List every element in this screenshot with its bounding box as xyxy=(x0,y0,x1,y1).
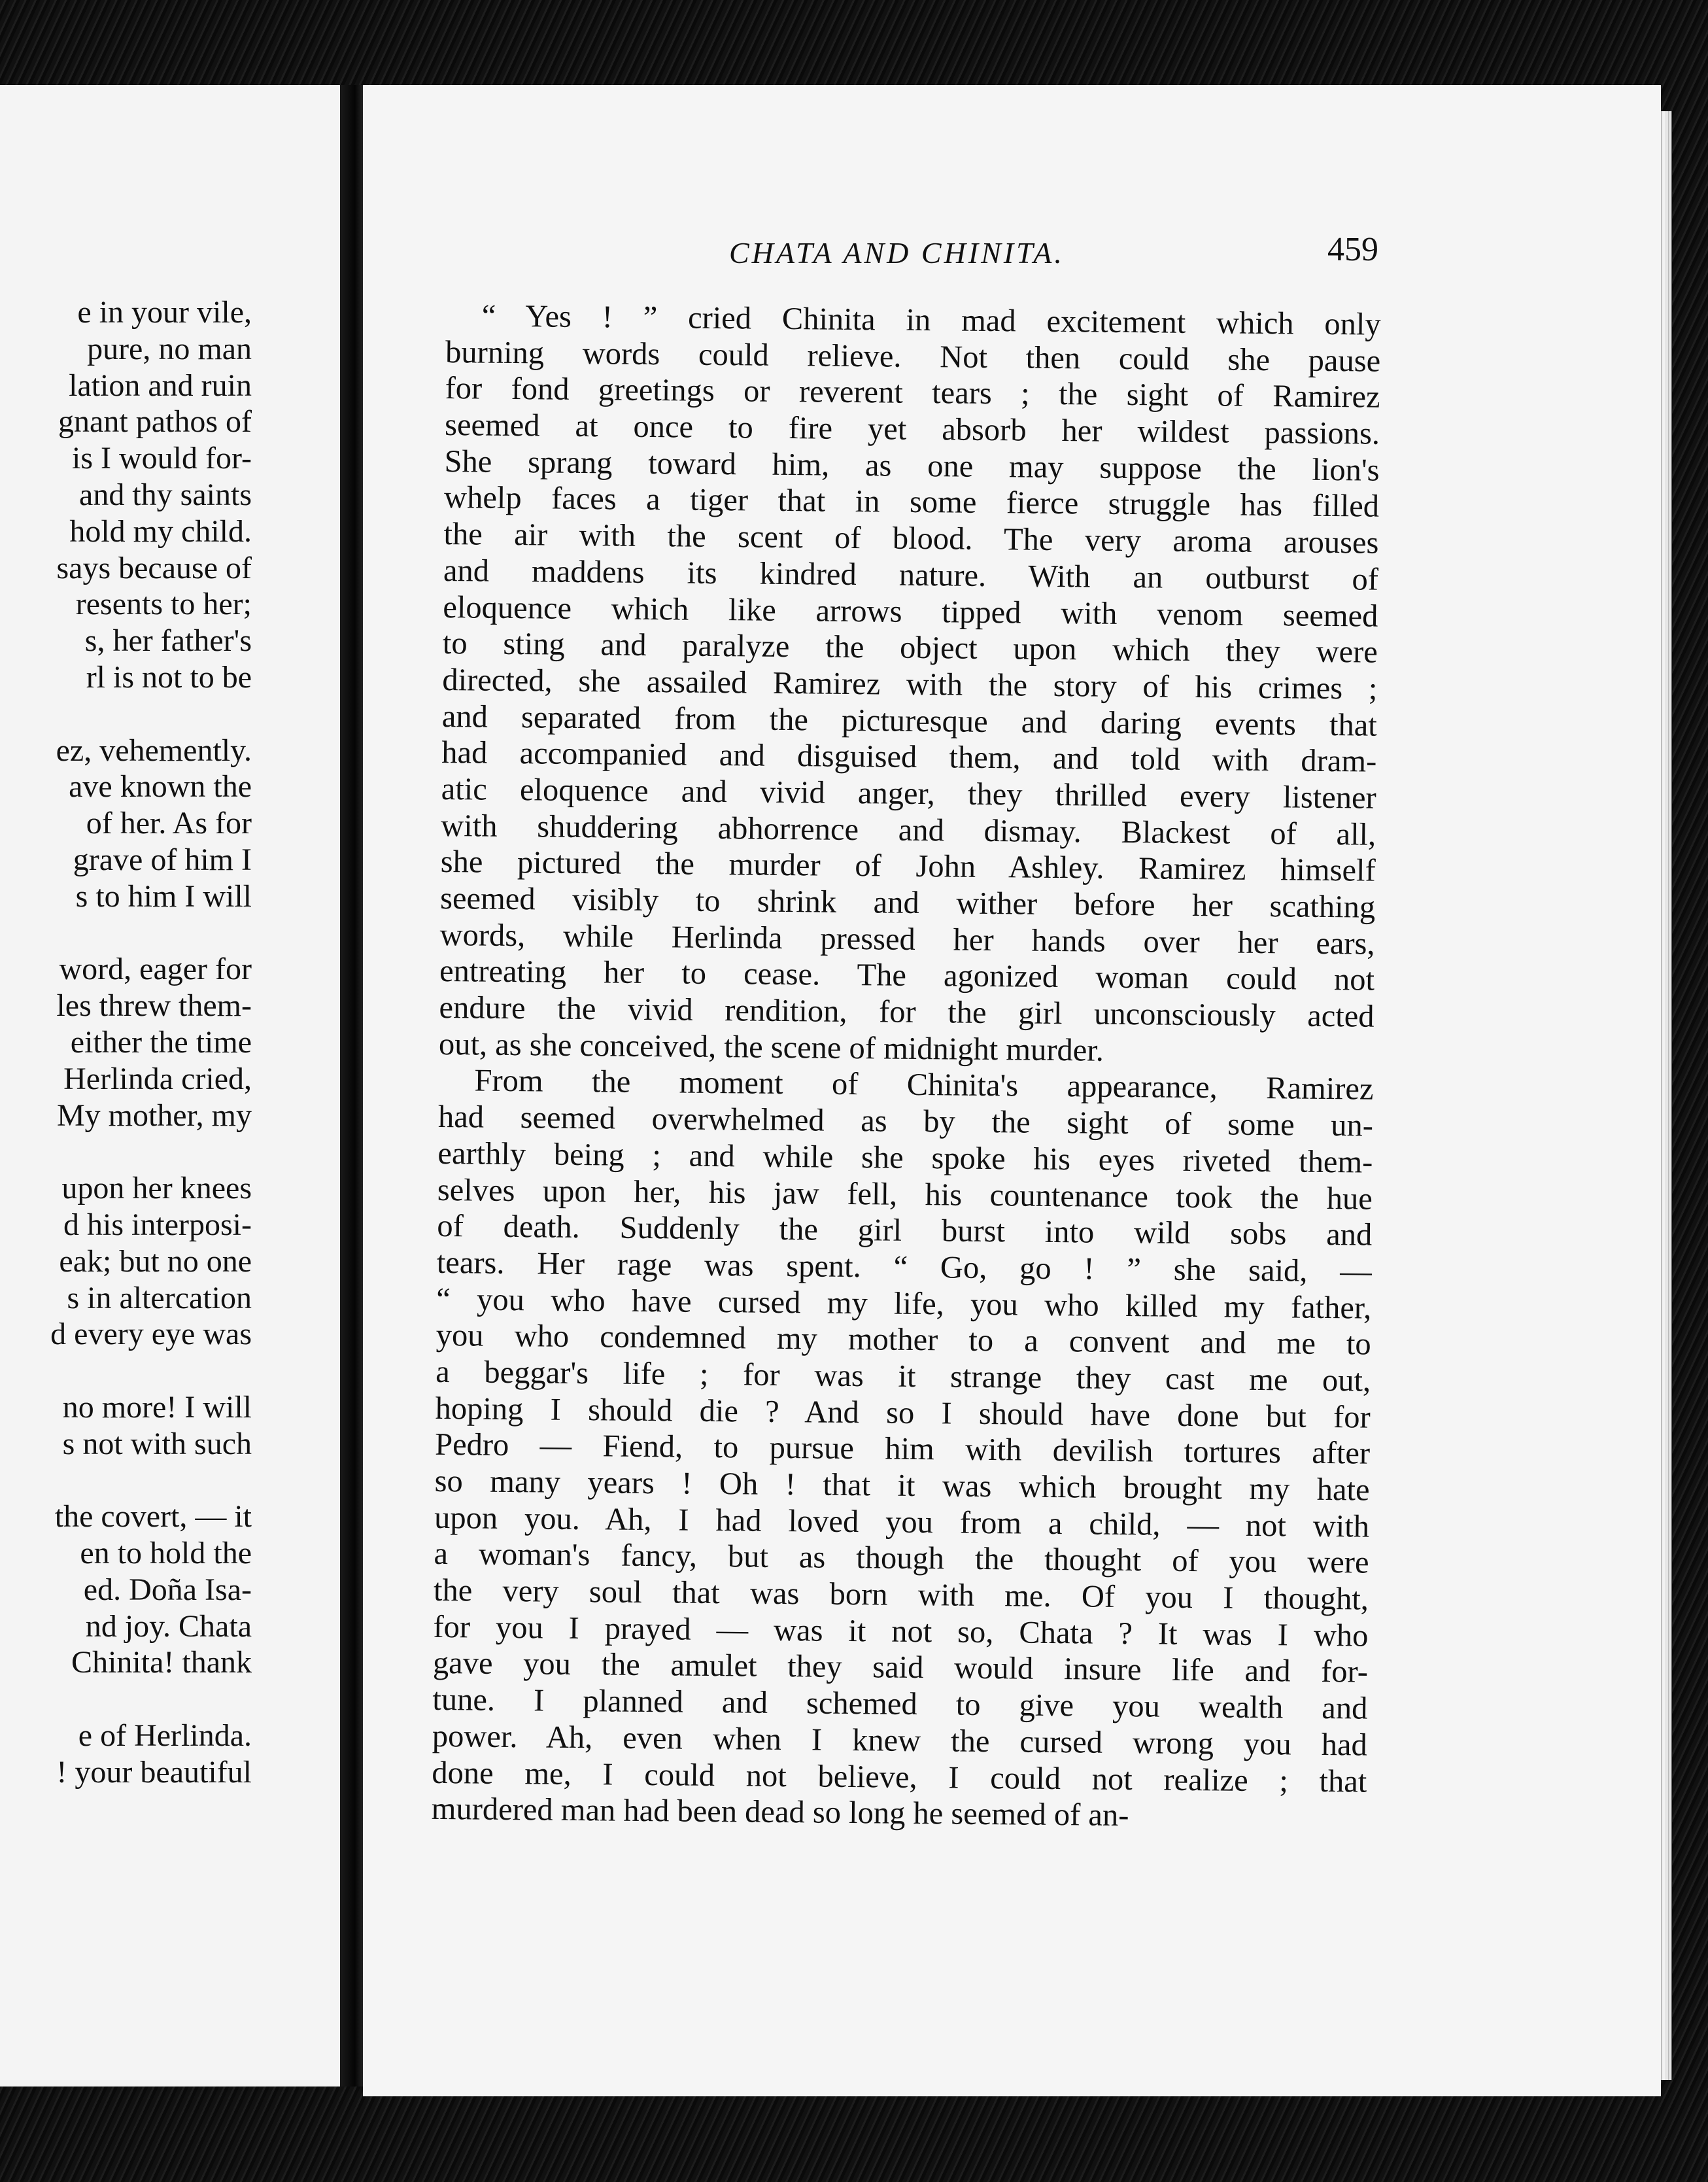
body-text-line: entreating her to cease. The agonized woman could not xyxy=(439,954,1375,998)
left-text-line: Herlinda cried, xyxy=(63,1061,252,1096)
body-text-line: so many years ! Oh ! that it was which brought my hate xyxy=(434,1463,1370,1508)
left-text-line: and thy saints xyxy=(79,477,252,512)
body-text-line: done me, I could not believe, I could not realize ; that xyxy=(432,1755,1367,1799)
body-text-line: with shuddering abhorrence and dismay. Blackest of all, xyxy=(440,808,1376,852)
left-text-line: e in your vile, xyxy=(77,295,252,330)
left-text-line: gnant pathos of xyxy=(58,404,252,440)
left-text-line: s to him I will xyxy=(75,878,252,914)
body-text-line: the very soul that was born with me. Of you I thought, xyxy=(433,1572,1369,1617)
left-facing-page xyxy=(0,85,342,2087)
body-text-line: selves upon her, his jaw fell, his countenance took the hue xyxy=(437,1172,1373,1217)
left-text-line: of her. As for xyxy=(86,806,252,841)
left-text-line: Chinita! thank xyxy=(71,1645,252,1680)
left-text-line: s, her father's xyxy=(84,623,252,659)
running-head: CHATA AND CHINITA. xyxy=(729,236,1065,269)
body-text-line: out, as she conceived, the scene of midnight murder. xyxy=(438,1026,1104,1068)
left-text-line: My mother, my xyxy=(56,1098,252,1133)
body-text-line: you who condemned my mother to a convent and me to xyxy=(436,1318,1371,1362)
body-text-line: to sting and paralyze the object upon which they were xyxy=(442,626,1378,670)
left-text-line: says because of xyxy=(56,550,252,585)
left-text-line: s in altercation xyxy=(67,1280,252,1315)
body-text-line: earthly being ; and while she spoke his eyes riveted them- xyxy=(437,1135,1373,1180)
body-text-line: eloquence which like arrows tipped with venom seemed xyxy=(443,589,1378,634)
left-text-line: ave known the xyxy=(69,769,252,805)
left-text-line: upon her knees xyxy=(61,1171,252,1206)
left-text-line: nd joy. Chata xyxy=(85,1608,252,1644)
left-text-line: word, eager for xyxy=(59,952,252,987)
body-text-line: words, while Herlinda pressed her hands over her ears, xyxy=(439,917,1375,961)
body-text-line: for fond greetings or reverent tears ; the sight of Ramirez xyxy=(445,371,1380,415)
left-text-line xyxy=(0,1681,252,1718)
body-text-line: burning words could relieve. Not then could she pause xyxy=(445,334,1381,379)
book-gutter xyxy=(340,85,365,2087)
body-text-line: for you I prayed — was it not so, Chata ? It was I who xyxy=(433,1609,1369,1654)
body-text-line: “ you who have cursed my life, you who killed my father, xyxy=(436,1281,1372,1326)
left-text-line: d his interposi- xyxy=(63,1207,252,1242)
body-text-line: upon you. Ah, I had loved you from a child, — not with xyxy=(434,1500,1370,1544)
body-text-line: hoping I should die ? And so I should have done but for xyxy=(435,1391,1371,1435)
body-text-line: a beggar's life ; for was it strange they cast me out, xyxy=(435,1354,1371,1398)
left-text-line: hold my child. xyxy=(69,513,252,549)
body-text-line: tears. Her rage was spent. “ Go, go ! ” she said, — xyxy=(436,1245,1373,1289)
body-text-line: she pictured the murder of John Ashley. Ramirez himself xyxy=(440,844,1376,888)
left-text-line xyxy=(0,696,252,733)
body-text-line: She sprang toward him, as one may suppose the lion's xyxy=(444,443,1380,488)
left-text-line xyxy=(0,1134,252,1170)
left-text-line: is I would for- xyxy=(72,441,252,476)
body-text-line: whelp faces a tiger that in some fierce struggle has filled xyxy=(443,480,1380,525)
body-text-line: had accompanied and disguised them, and told with dram- xyxy=(441,735,1377,779)
left-text-line: les threw them- xyxy=(56,988,252,1024)
left-text-line xyxy=(0,1463,252,1499)
body-text-line: had seemed overwhelmed as by the sight of some un- xyxy=(437,1100,1374,1143)
left-text-line: en to hold the xyxy=(80,1536,252,1571)
body-text-line: gave you the amulet they said would insure life and for- xyxy=(432,1646,1369,1690)
body-text-line: “ Yes ! ” cried Chinita in mad excitement which only xyxy=(481,298,1381,342)
body-text-line: seemed visibly to shrink and wither before her scathing xyxy=(439,880,1376,925)
left-text-line: pure, no man xyxy=(87,331,252,366)
left-text-line: resents to her; xyxy=(75,587,252,622)
body-text-line: atic eloquence and vivid anger, they thrilled every listener xyxy=(441,771,1376,816)
body-text-line: Pedro — Fiend, to pursue him with devilish tortures after xyxy=(434,1427,1371,1471)
body-text-line: a woman's fancy, but as though the thought of you were xyxy=(434,1536,1369,1581)
left-text-line: ez, vehemently. xyxy=(56,733,252,768)
body-text-line: of death. Suddenly the girl burst into wild sobs and xyxy=(437,1209,1373,1253)
left-text-line xyxy=(0,915,252,952)
left-text-line: d every eye was xyxy=(50,1317,252,1352)
body-text-line: endure the vivid rendition, for the girl unconsciously acted xyxy=(439,990,1375,1034)
left-text-line: s not with such xyxy=(62,1426,252,1461)
left-text-line xyxy=(0,1353,252,1389)
left-text-line: e of Herlinda. xyxy=(78,1718,252,1754)
left-text-line: eak; but no one xyxy=(59,1243,252,1279)
page-number: 459 xyxy=(1327,231,1378,268)
body-text-line: From the moment of Chinita's appearance, Ramirez xyxy=(474,1063,1374,1107)
left-text-line: the covert, — it xyxy=(54,1499,252,1534)
body-text-line: the air with the scent of blood. The very aroma arouses xyxy=(443,517,1379,561)
body-text-line: and maddens its kindred nature. With an outburst of xyxy=(443,553,1379,597)
body-text-line: and separated from the picturesque and daring events that xyxy=(441,699,1378,743)
left-text-line: grave of him I xyxy=(73,842,252,877)
body-text xyxy=(432,298,1381,1836)
left-text-line: ! your beautiful xyxy=(56,1754,252,1790)
body-text-line: power. Ah, even when I knew the cursed wrong you had xyxy=(432,1718,1368,1763)
body-text-line: murdered man had been dead so long he seemed of an- xyxy=(431,1792,1129,1833)
body-text-line: tune. I planned and schemed to give you wealth and xyxy=(432,1682,1368,1726)
left-text-line: ed. Doña Isa- xyxy=(83,1572,252,1607)
left-text-line: lation and ruin xyxy=(69,368,252,403)
left-text-line: either the time xyxy=(70,1024,252,1060)
right-page xyxy=(363,85,1661,2096)
body-text-line: seemed at once to fire yet absorb her wildest passions. xyxy=(444,407,1380,451)
left-text-line: rl is not to be xyxy=(86,659,252,695)
left-page-text xyxy=(0,294,252,1791)
body-text-line: directed, she assailed Ramirez with the story of his crimes ; xyxy=(442,662,1378,706)
left-text-line: no more! I will xyxy=(62,1389,252,1425)
